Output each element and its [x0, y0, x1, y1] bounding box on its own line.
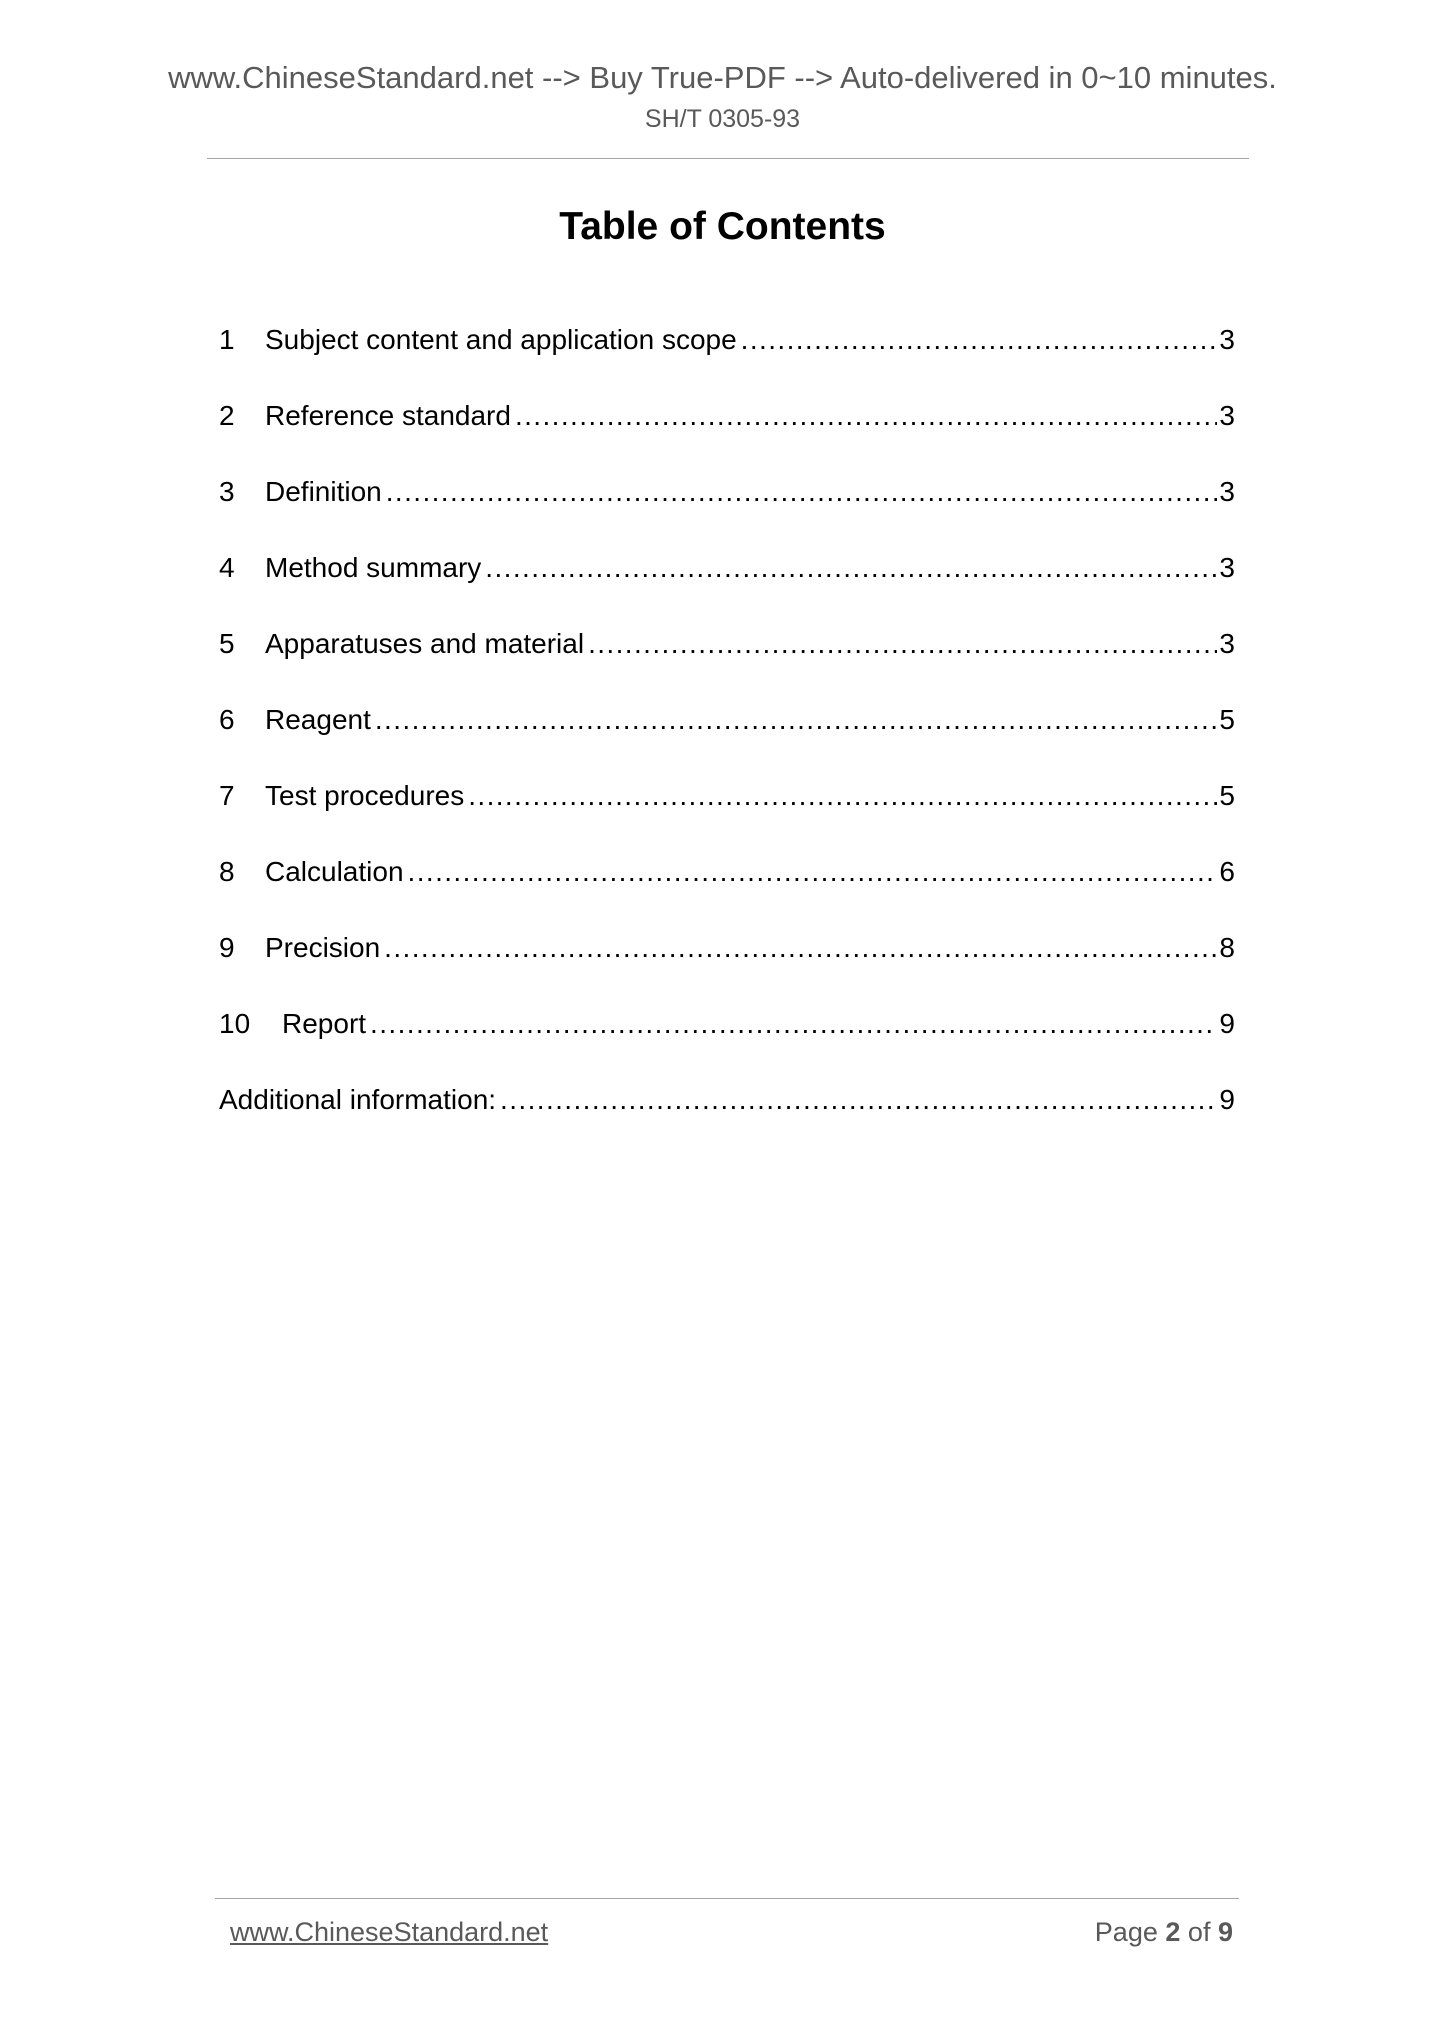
- toc-dot-leader: [588, 622, 1217, 666]
- toc-dot-leader: [515, 394, 1217, 438]
- page-prefix: Page: [1094, 1917, 1158, 1947]
- toc-entry-label: Additional information:: [219, 1084, 497, 1115]
- toc-entry-number: 2: [219, 400, 235, 431]
- toc-entry-additional-information[interactable]: [219, 1078, 1235, 1154]
- header-divider: [207, 158, 1249, 159]
- toc-entry-label: Reference standard: [265, 400, 511, 431]
- toc-entry-number: 6: [219, 704, 235, 735]
- toc-entry-label: Definition: [265, 476, 382, 507]
- toc-entry-label: Calculation: [265, 856, 404, 887]
- toc-entry-page: 5: [1219, 780, 1235, 811]
- page-header: [0, 56, 1445, 136]
- toc-entry-number: 9: [219, 932, 235, 963]
- toc-entry-number: 8: [219, 856, 235, 887]
- toc-entry-label: Test procedures: [265, 780, 465, 811]
- toc-entry-page: 5: [1219, 704, 1235, 735]
- toc-entry-9[interactable]: [219, 926, 1235, 1002]
- toc-entry-label: Report: [282, 1008, 367, 1039]
- toc-dot-leader: [500, 1078, 1217, 1122]
- toc-entry-7[interactable]: [219, 774, 1235, 850]
- toc-dot-leader: [375, 698, 1218, 742]
- toc-entry-label: Apparatuses and material: [265, 628, 585, 659]
- standard-number: SH/T 0305-93: [644, 105, 801, 133]
- toc-dot-leader: [408, 850, 1218, 894]
- toc-entry-page: 8: [1219, 932, 1235, 963]
- toc-dot-leader: [386, 470, 1218, 514]
- toc-entry-label: Method summary: [265, 552, 482, 583]
- toc-entry-6[interactable]: [219, 698, 1235, 774]
- toc-entry-page: 3: [1219, 400, 1235, 431]
- toc-entry-number: 3: [219, 476, 235, 507]
- page-title: Table of Contents: [559, 205, 886, 248]
- toc-entry-8[interactable]: [219, 850, 1235, 926]
- toc-entry-number: 5: [219, 628, 235, 659]
- page-separator: of: [1187, 1917, 1211, 1947]
- toc-entry-5[interactable]: [219, 622, 1235, 698]
- page-number: [1095, 1914, 1233, 1950]
- toc-entry-page: 9: [1219, 1084, 1235, 1115]
- toc-entry-number: 10: [219, 1008, 251, 1039]
- toc-entry-2[interactable]: [219, 394, 1235, 470]
- toc-entry-page: 9: [1219, 1008, 1235, 1039]
- toc-dot-leader: [485, 546, 1217, 590]
- table-of-contents: [219, 318, 1235, 1154]
- toc-entry-label: Precision: [265, 932, 381, 963]
- toc-entry-number: 1: [219, 324, 235, 355]
- footer-divider: [215, 1898, 1239, 1899]
- toc-dot-leader: [741, 318, 1218, 362]
- toc-entry-4[interactable]: [219, 546, 1235, 622]
- toc-entry-page: 3: [1219, 324, 1235, 355]
- current-page-number: 2: [1165, 1917, 1181, 1947]
- toc-entry-label: Subject content and application scope: [265, 324, 737, 355]
- toc-entry-page: 3: [1219, 476, 1235, 507]
- toc-dot-leader: [384, 926, 1217, 970]
- toc-entry-label: Reagent: [265, 704, 371, 735]
- total-page-count: 9: [1217, 1917, 1233, 1947]
- toc-entry-page: 3: [1219, 628, 1235, 659]
- toc-entry-1[interactable]: [219, 318, 1235, 394]
- toc-entry-page: 6: [1219, 856, 1235, 887]
- toc-dot-leader: [370, 1002, 1217, 1046]
- toc-entry-3[interactable]: [219, 470, 1235, 546]
- toc-entry-number: 4: [219, 552, 235, 583]
- footer-website-link[interactable]: www.ChineseStandard.net: [230, 1917, 549, 1947]
- toc-dot-leader: [468, 774, 1217, 818]
- header-banner-text: www.ChineseStandard.net --> Buy True-PDF --> Auto-delivered in 0~10 minutes.: [168, 60, 1277, 95]
- toc-entry-page: 3: [1219, 552, 1235, 583]
- toc-entry-number: 7: [219, 780, 235, 811]
- toc-entry-10[interactable]: [219, 1002, 1235, 1078]
